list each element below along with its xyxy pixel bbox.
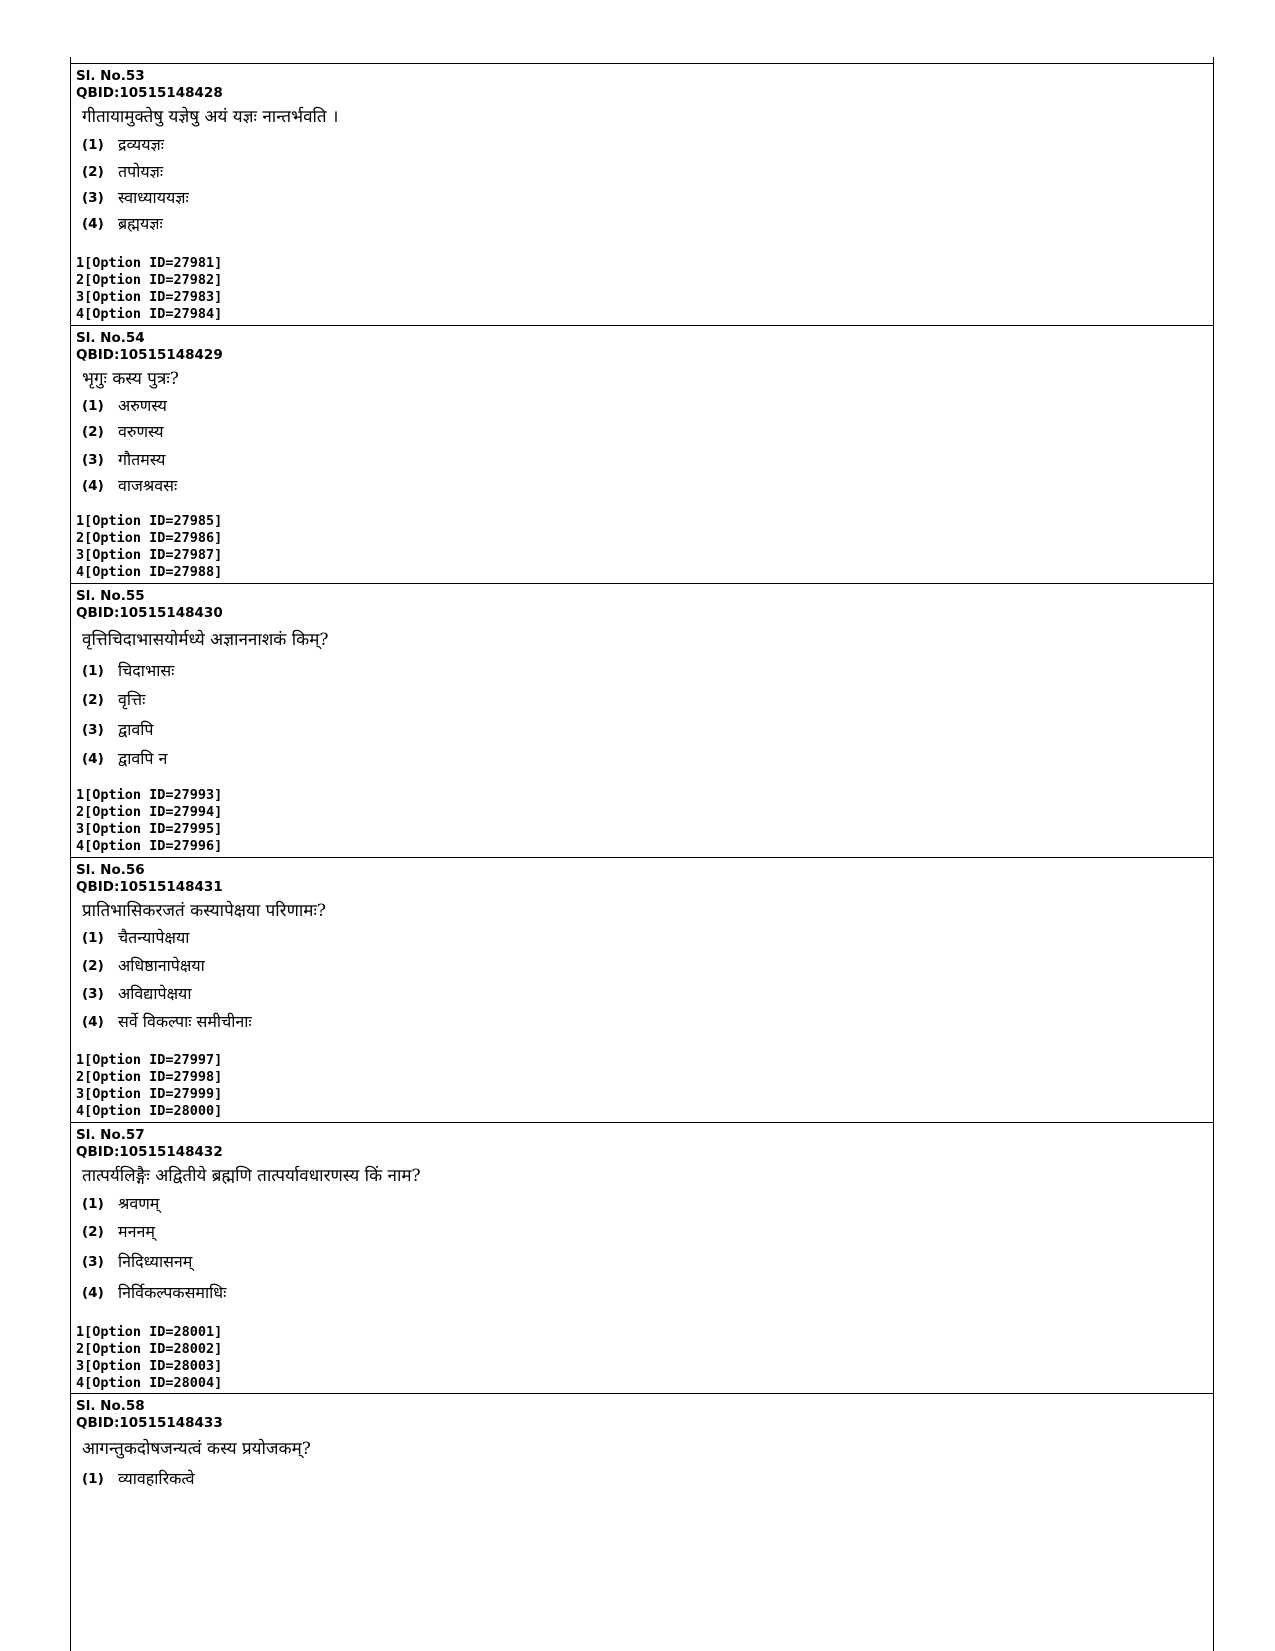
question-text: प्रातिभासिकरजतं कस्यापेक्षया परिणामः? xyxy=(82,901,326,921)
option: (4) वाजश्रवसः xyxy=(82,476,178,495)
option: (3) निदिध्यासनम् xyxy=(82,1252,193,1271)
option: (2) अधिष्ठानापेक्षया xyxy=(82,956,205,975)
option: (1) चैतन्यापेक्षया xyxy=(82,928,190,947)
question-text: गीतायामुक्तेषु यज्ञेषु अयं यज्ञः नान्तर्भवति । xyxy=(82,107,339,127)
question-block xyxy=(71,63,1213,325)
serial-number: Sl. No.56 xyxy=(76,862,145,878)
option: (4) द्वावपि न xyxy=(82,749,168,768)
qbid: QBID:10515148431 xyxy=(76,879,223,895)
qbid: QBID:10515148432 xyxy=(76,1144,223,1160)
option: (2) वरुणस्य xyxy=(82,422,164,441)
option-ids xyxy=(76,513,222,581)
option-id: 4[Option ID=27984] xyxy=(76,306,223,322)
option: (3) गौतमस्य xyxy=(82,450,166,469)
option: (3) द्वावपि xyxy=(82,720,154,739)
option: (4) सर्वे विकल्पाः समीचीनाः xyxy=(82,1012,252,1031)
option-ids xyxy=(76,1052,222,1120)
option: (1) द्रव्ययज्ञः xyxy=(82,135,165,154)
qbid: QBID:10515148433 xyxy=(76,1415,223,1431)
serial-number: Sl. No.58 xyxy=(76,1398,145,1414)
option: (1) चिदाभासः xyxy=(82,661,175,680)
qbid: QBID:10515148428 xyxy=(76,85,223,101)
qbid: QBID:10515148429 xyxy=(76,347,223,363)
option-id: 1[Option ID=28001] xyxy=(76,1324,223,1340)
serial-number: Sl. No.57 xyxy=(76,1127,145,1143)
option-id: 1[Option ID=27981] xyxy=(76,255,223,271)
serial-number: Sl. No.55 xyxy=(76,588,145,604)
serial-number: Sl. No.53 xyxy=(76,68,145,84)
option: (1) व्यावहारिकत्वे xyxy=(82,1469,195,1488)
option-id: 3[Option ID=28003] xyxy=(76,1358,223,1374)
option-id: 2[Option ID=27986] xyxy=(76,530,223,546)
option-id: 3[Option ID=27983] xyxy=(76,289,223,305)
option-id: 3[Option ID=27987] xyxy=(76,547,223,563)
question-text: आगन्तुकदोषजन्यत्वं कस्य प्रयोजकम्? xyxy=(82,1439,311,1459)
option-id: 4[Option ID=27988] xyxy=(76,564,223,580)
option: (2) वृत्तिः xyxy=(82,690,146,709)
option-id: 2[Option ID=27994] xyxy=(76,804,223,820)
option-id: 1[Option ID=27985] xyxy=(76,513,223,529)
qbid: QBID:10515148430 xyxy=(76,605,223,621)
option-id: 4[Option ID=28004] xyxy=(76,1375,223,1391)
option: (3) स्वाध्याययज्ञः xyxy=(82,188,189,207)
question-block xyxy=(71,857,1213,1122)
option-id: 2[Option ID=27982] xyxy=(76,272,223,288)
question-text: वृत्तिचिदाभासयोर्मध्ये अज्ञाननाशकं किम्? xyxy=(82,630,329,650)
question-block xyxy=(71,1122,1213,1393)
serial-number: Sl. No.54 xyxy=(76,330,145,346)
option-id: 2[Option ID=28002] xyxy=(76,1341,223,1357)
option: (2) तपोयज्ञः xyxy=(82,162,164,181)
option-id: 3[Option ID=27999] xyxy=(76,1086,223,1102)
option: (2) मननम् xyxy=(82,1222,155,1241)
option-id: 4[Option ID=27996] xyxy=(76,838,223,854)
option: (1) अरुणस्य xyxy=(82,396,167,415)
question-block xyxy=(71,1393,1213,1651)
question-text: तात्पर्यलिङ्गैः अद्वितीये ब्रह्मणि तात्पर्यावधारणस्य किं नाम? xyxy=(82,1166,421,1186)
question-table xyxy=(70,63,1214,1651)
option: (4) ब्रह्मयज्ञः xyxy=(82,214,163,233)
question-paper-page xyxy=(70,0,1214,1651)
option-ids xyxy=(76,787,222,855)
question-text: भृगुः कस्य पुत्रः? xyxy=(82,369,179,389)
option-id: 2[Option ID=27998] xyxy=(76,1069,223,1085)
option: (3) अविद्यापेक्षया xyxy=(82,984,192,1003)
option-ids xyxy=(76,255,222,323)
option: (1) श्रवणम् xyxy=(82,1194,160,1213)
option-id: 3[Option ID=27995] xyxy=(76,821,223,837)
option-id: 1[Option ID=27997] xyxy=(76,1052,223,1068)
option-ids xyxy=(76,1324,222,1392)
option-id: 1[Option ID=27993] xyxy=(76,787,223,803)
question-block xyxy=(71,325,1213,583)
option-id: 4[Option ID=28000] xyxy=(76,1103,223,1119)
option: (4) निर्विकल्पकसमाधिः xyxy=(82,1283,227,1302)
question-block xyxy=(71,583,1213,857)
